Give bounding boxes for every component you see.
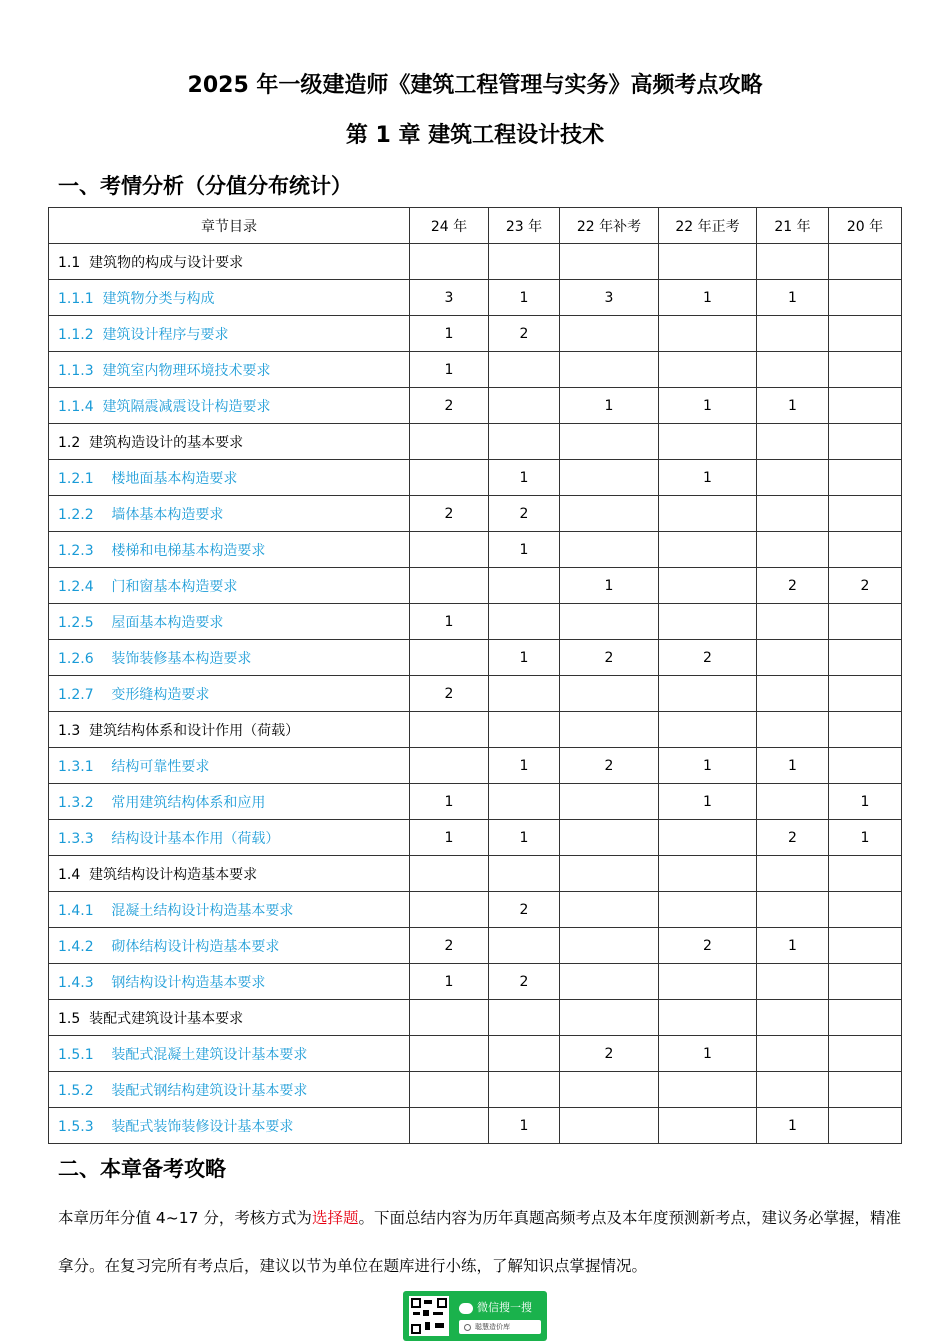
score-cell: [560, 496, 659, 532]
score-cell: 1: [659, 280, 757, 316]
score-cell: [410, 424, 489, 460]
score-cell: [659, 424, 757, 460]
score-cell: 1: [659, 748, 757, 784]
header-year: 21 年: [757, 208, 829, 244]
score-cell: 1: [659, 784, 757, 820]
score-cell: [659, 1072, 757, 1108]
table-row: [49, 424, 902, 460]
score-cell: 2: [560, 640, 659, 676]
score-cell: [659, 244, 757, 280]
score-cell: 1: [489, 748, 560, 784]
score-cell: [410, 460, 489, 496]
score-cell: [757, 712, 829, 748]
score-cell: 1: [489, 640, 560, 676]
score-cell: [560, 820, 659, 856]
score-cell: [410, 892, 489, 928]
score-cell: [560, 892, 659, 928]
score-cell: [560, 316, 659, 352]
header-year: 24 年: [410, 208, 489, 244]
score-cell: 1: [489, 460, 560, 496]
score-cell: [757, 856, 829, 892]
score-cell: [659, 820, 757, 856]
score-cell: [410, 1036, 489, 1072]
table-row: [49, 388, 902, 424]
header-year: 22 年正考: [659, 208, 757, 244]
score-cell: [757, 352, 829, 388]
score-cell: [489, 1036, 560, 1072]
score-cell: [757, 964, 829, 1000]
table-row: [49, 1072, 902, 1108]
table-row: [49, 1000, 902, 1036]
score-cell: [829, 532, 902, 568]
search-box[interactable]: [459, 1320, 541, 1334]
header-chapter: 章节目录: [49, 208, 410, 244]
score-cell: 1: [560, 568, 659, 604]
section-name: 1.1 建筑物的构成与设计要求: [49, 244, 410, 280]
score-cell: [560, 676, 659, 712]
score-cell: [410, 712, 489, 748]
section-name: 1.3 建筑结构体系和设计作用（荷载）: [49, 712, 410, 748]
table-row: [49, 568, 902, 604]
score-cell: [829, 1036, 902, 1072]
score-cell: [410, 856, 489, 892]
score-cell: 2: [410, 496, 489, 532]
table-row: [49, 928, 902, 964]
subsection-name: 1.5.3 装配式装饰装修设计基本要求: [49, 1108, 410, 1144]
score-cell: 2: [659, 928, 757, 964]
score-cell: [829, 496, 902, 532]
subsection-name: 1.2.6 装饰装修基本构造要求: [49, 640, 410, 676]
score-cell: [560, 712, 659, 748]
qr-code-icon: [409, 1296, 449, 1336]
score-cell: [659, 676, 757, 712]
score-cell: [829, 640, 902, 676]
table-row: [49, 352, 902, 388]
score-cell: [489, 424, 560, 460]
score-cell: [757, 676, 829, 712]
score-cell: 3: [560, 280, 659, 316]
subsection-name: 1.3.3 结构设计基本作用（荷载）: [49, 820, 410, 856]
score-cell: [829, 1072, 902, 1108]
subsection-name: 1.2.4 门和窗基本构造要求: [49, 568, 410, 604]
score-cell: 1: [659, 388, 757, 424]
score-cell: [410, 532, 489, 568]
score-cell: 1: [410, 604, 489, 640]
score-cell: [489, 388, 560, 424]
score-cell: [659, 568, 757, 604]
score-cell: [757, 1072, 829, 1108]
score-cell: [410, 1108, 489, 1144]
score-cell: [489, 1072, 560, 1108]
table-row: [49, 784, 902, 820]
score-cell: 2: [757, 820, 829, 856]
score-cell: [659, 856, 757, 892]
table-row: [49, 820, 902, 856]
table-row: [49, 856, 902, 892]
score-cell: 1: [757, 388, 829, 424]
score-cell: 1: [410, 352, 489, 388]
section-name: 1.5 装配式建筑设计基本要求: [49, 1000, 410, 1036]
score-cell: 1: [489, 532, 560, 568]
score-cell: [560, 1072, 659, 1108]
score-cell: [659, 532, 757, 568]
table-row: [49, 604, 902, 640]
table-row: [49, 496, 902, 532]
score-cell: [489, 568, 560, 604]
score-cell: [560, 460, 659, 496]
score-cell: [560, 532, 659, 568]
section-name: 1.4 建筑结构设计构造基本要求: [49, 856, 410, 892]
score-cell: 1: [659, 460, 757, 496]
score-cell: [829, 748, 902, 784]
score-cell: [410, 748, 489, 784]
score-cell: [757, 424, 829, 460]
score-cell: [659, 604, 757, 640]
score-cell: [659, 964, 757, 1000]
score-cell: 2: [560, 1036, 659, 1072]
score-cell: 1: [410, 784, 489, 820]
table-row: [49, 460, 902, 496]
score-cell: [560, 964, 659, 1000]
table-header-row: [49, 208, 902, 244]
subsection-name: 1.2.2 墙体基本构造要求: [49, 496, 410, 532]
score-cell: [757, 604, 829, 640]
score-cell: 1: [410, 964, 489, 1000]
header-year: 22 年补考: [560, 208, 659, 244]
score-cell: [829, 1000, 902, 1036]
score-cell: [659, 892, 757, 928]
score-cell: 2: [410, 676, 489, 712]
score-cell: [560, 424, 659, 460]
score-cell: 1: [829, 820, 902, 856]
score-cell: [489, 1000, 560, 1036]
score-cell: [560, 352, 659, 388]
paragraph-text-end: 。下面总结内容为历年真题高频考点及本年度预测新考点，建议务必掌握，精准拿分。在复习完所有考点后，建议以节为单位在题库进行小练，了解知识点掌握情况。: [58, 1209, 901, 1275]
score-cell: [829, 280, 902, 316]
score-cell: [560, 784, 659, 820]
score-cell: [829, 388, 902, 424]
score-cell: [829, 892, 902, 928]
score-cell: [757, 316, 829, 352]
paragraph-text-start: 本章历年分值 4~17 分，考核方式为: [58, 1209, 312, 1227]
score-cell: 1: [489, 280, 560, 316]
score-cell: [659, 1108, 757, 1144]
score-cell: [560, 244, 659, 280]
table-row: [49, 532, 902, 568]
subsection-name: 1.4.3 钢结构设计构造基本要求: [49, 964, 410, 1000]
score-cell: [757, 1000, 829, 1036]
subsection-name: 1.2.3 楼梯和电梯基本构造要求: [49, 532, 410, 568]
score-cell: [757, 1036, 829, 1072]
score-cell: [757, 892, 829, 928]
score-cell: [829, 244, 902, 280]
score-cell: [410, 640, 489, 676]
table-row: [49, 892, 902, 928]
score-cell: [410, 1072, 489, 1108]
table-row: [49, 280, 902, 316]
score-cell: [560, 1000, 659, 1036]
subsection-name: 1.4.1 混凝土结构设计构造基本要求: [49, 892, 410, 928]
score-cell: 2: [757, 568, 829, 604]
table-row: [49, 244, 902, 280]
score-cell: 2: [659, 640, 757, 676]
score-cell: [757, 460, 829, 496]
score-cell: [757, 640, 829, 676]
subsection-name: 1.2.1 楼地面基本构造要求: [49, 460, 410, 496]
score-cell: [659, 1000, 757, 1036]
score-cell: [489, 244, 560, 280]
score-cell: 1: [560, 388, 659, 424]
subsection-name: 1.2.5 屋面基本构造要求: [49, 604, 410, 640]
score-distribution-table: [48, 207, 902, 1144]
score-cell: [489, 856, 560, 892]
section-name: 1.2 建筑构造设计的基本要求: [49, 424, 410, 460]
chapter-title: 第 1 章 建筑工程设计技术: [345, 123, 605, 148]
table-body: [49, 244, 902, 1144]
score-cell: 1: [659, 1036, 757, 1072]
score-cell: [489, 676, 560, 712]
score-cell: [489, 784, 560, 820]
score-cell: [659, 712, 757, 748]
score-cell: 2: [410, 928, 489, 964]
score-cell: 2: [489, 892, 560, 928]
search-icon: [464, 1324, 471, 1331]
score-cell: [829, 676, 902, 712]
strategy-paragraph: [58, 1194, 903, 1290]
header-year: 23 年: [489, 208, 560, 244]
subsection-name: 1.1.2 建筑设计程序与要求: [49, 316, 410, 352]
table-row: [49, 676, 902, 712]
table-row: [49, 1036, 902, 1072]
table-row: [49, 712, 902, 748]
section-heading-strategy: 二、本章备考攻略: [58, 1157, 226, 1181]
score-cell: [659, 352, 757, 388]
score-cell: [829, 964, 902, 1000]
score-cell: 1: [757, 748, 829, 784]
score-cell: [829, 460, 902, 496]
score-cell: [829, 604, 902, 640]
score-cell: 2: [560, 748, 659, 784]
score-cell: 1: [757, 928, 829, 964]
score-cell: [560, 856, 659, 892]
score-cell: 2: [489, 316, 560, 352]
table-row: [49, 640, 902, 676]
score-cell: [410, 1000, 489, 1036]
score-cell: [829, 856, 902, 892]
question-type-highlight: 选择题: [311, 1209, 359, 1227]
wechat-search-label: 微信搜一搜: [459, 1299, 532, 1315]
table-row: [49, 748, 902, 784]
subsection-name: 1.4.2 砌体结构设计构造基本要求: [49, 928, 410, 964]
score-cell: [489, 352, 560, 388]
score-cell: [489, 928, 560, 964]
table-row: [49, 964, 902, 1000]
subsection-name: 1.3.1 结构可靠性要求: [49, 748, 410, 784]
wechat-search-banner[interactable]: [403, 1291, 547, 1341]
table-row: [49, 316, 902, 352]
score-cell: [829, 352, 902, 388]
score-cell: 2: [410, 388, 489, 424]
score-cell: 1: [757, 280, 829, 316]
search-box-text: 聪慧造价库: [475, 1323, 510, 1331]
subsection-name: 1.3.2 常用建筑结构体系和应用: [49, 784, 410, 820]
score-cell: 1: [757, 1108, 829, 1144]
score-cell: 1: [829, 784, 902, 820]
subsection-name: 1.1.4 建筑隔震减震设计构造要求: [49, 388, 410, 424]
score-cell: [659, 316, 757, 352]
score-cell: [489, 604, 560, 640]
score-cell: [410, 568, 489, 604]
header-year: 20 年: [829, 208, 902, 244]
subsection-name: 1.5.2 装配式钢结构建筑设计基本要求: [49, 1072, 410, 1108]
score-cell: [757, 244, 829, 280]
score-cell: [489, 712, 560, 748]
table-row: [49, 1108, 902, 1144]
score-cell: [829, 712, 902, 748]
score-cell: [829, 424, 902, 460]
score-cell: [829, 1108, 902, 1144]
score-cell: [560, 928, 659, 964]
score-cell: [829, 928, 902, 964]
section-heading-analysis: 一、考情分析（分值分布统计）: [58, 174, 352, 198]
score-cell: 2: [489, 964, 560, 1000]
score-cell: [757, 496, 829, 532]
score-cell: [757, 532, 829, 568]
subsection-name: 1.5.1 装配式混凝土建筑设计基本要求: [49, 1036, 410, 1072]
score-cell: 2: [829, 568, 902, 604]
score-cell: 3: [410, 280, 489, 316]
subsection-name: 1.1.1 建筑物分类与构成: [49, 280, 410, 316]
subsection-name: 1.1.3 建筑室内物理环境技术要求: [49, 352, 410, 388]
score-cell: 2: [489, 496, 560, 532]
score-cell: [410, 244, 489, 280]
wechat-icon: [459, 1303, 473, 1314]
score-cell: [757, 784, 829, 820]
subsection-name: 1.2.7 变形缝构造要求: [49, 676, 410, 712]
score-cell: 1: [489, 1108, 560, 1144]
score-cell: 1: [489, 820, 560, 856]
score-cell: [560, 604, 659, 640]
score-cell: 1: [410, 820, 489, 856]
score-cell: [829, 316, 902, 352]
score-cell: 1: [410, 316, 489, 352]
document-title: 2025 年一级建造师《建筑工程管理与实务》高频考点攻略: [187, 73, 763, 98]
score-cell: [560, 1108, 659, 1144]
score-cell: [659, 496, 757, 532]
